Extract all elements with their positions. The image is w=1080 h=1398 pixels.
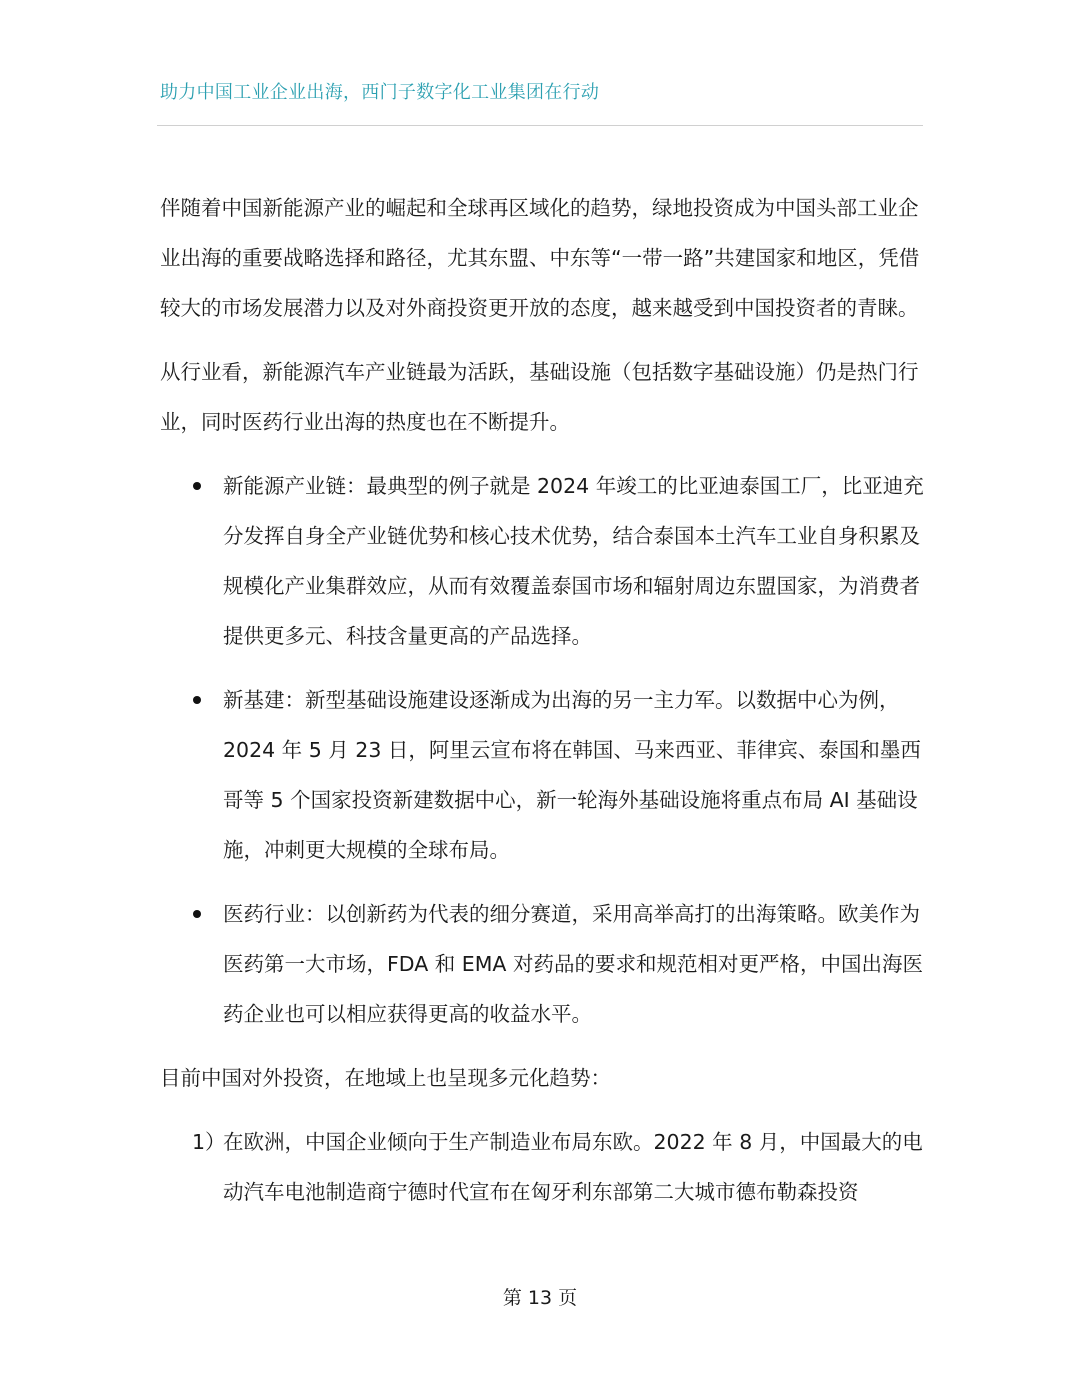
bullet-new-energy xyxy=(160,461,925,661)
paragraph-intro: 伴随着中国新能源产业的崛起和全球再区域化的趋势，绿地投资成为中国头部工业企业出海的重要战略选择和路径，尤其东盟、中东等“一带一路”共建国家和地区，凭借较大的市场发展潜力以及对外商投资更开放的态度，越来越受到中国投资者的青睐。 xyxy=(160,196,920,320)
bullet-pharma xyxy=(160,889,925,1039)
page-number: 第 13 页 xyxy=(502,1287,578,1309)
bullet-dot-icon xyxy=(193,482,201,490)
paragraph-industry: 从行业看，新能源汽车产业链最为活跃，基础设施（包括数字基础设施）仍是热门行业，同时医药行业出海的热度也在不断提升。 xyxy=(160,360,919,434)
document-body xyxy=(160,183,925,1217)
industry-bullet-list xyxy=(160,461,925,1039)
list-number: 1） xyxy=(192,1130,226,1154)
paragraph-regions: 目前中国对外投资，在地域上也呈现多元化趋势： xyxy=(160,1066,611,1090)
bullet-text: 医药行业：以创新药为代表的细分赛道，采用高举高打的出海策略。欧美作为医药第一大市场，FDA 和 EMA 对药品的要求和规范相对更严格，中国出海医药企业也可以相应获得更高的收益水平。 xyxy=(223,902,923,1026)
numbered-text: 在欧洲，中国企业倾向于生产制造业布局东欧。2022 年 8 月，中国最大的电动汽车电池制造商宁德时代宣布在匈牙利东部第二大城市德布勒森投资 xyxy=(223,1130,923,1204)
bullet-dot-icon xyxy=(193,696,201,704)
header-divider xyxy=(157,125,923,126)
bullet-text: 新能源产业链：最典型的例子就是 2024 年竣工的比亚迪泰国工厂，比亚迪充分发挥自身全产业链优势和核心技术优势，结合泰国本土汽车工业自身积累及规模化产业集群效应，从而有效覆盖泰国市场和辐射周边东盟国家，为消费者提供更多元、科技含量更高的产品选择。 xyxy=(223,474,924,648)
bullet-text: 新基建：新型基础设施建设逐渐成为出海的另一主力军。以数据中心为例，2024 年 5 月 23 日，阿里云宣布将在韩国、马来西亚、菲律宾、泰国和墨西哥等 5 个国家投资新建数据中心，新一轮海外基础设施将重点布局 AI 基础设施，冲刺更大规模的全球布局。 xyxy=(223,688,921,862)
running-header: 助力中国工业企业出海，西门子数字化工业集团在行动 xyxy=(160,82,600,103)
bullet-new-infrastructure xyxy=(160,675,925,875)
bullet-dot-icon xyxy=(193,910,201,918)
numbered-item-europe xyxy=(160,1117,925,1217)
